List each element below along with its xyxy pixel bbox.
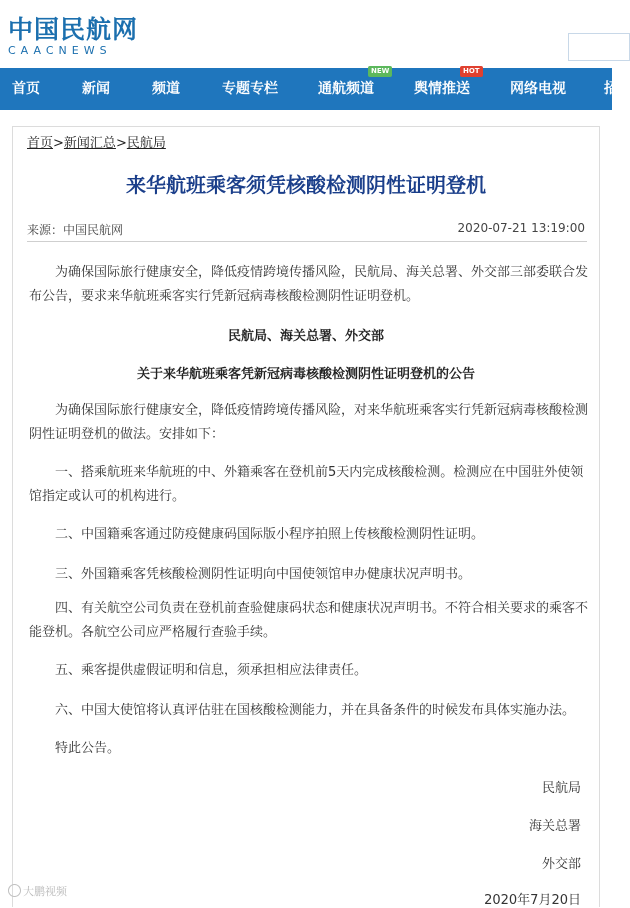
notice-item-5: 五、乘客提供虚假证明和信息，须承担相应法律责任。 (55, 663, 368, 678)
nav-item-label: 网络电视 (510, 81, 566, 97)
breadcrumb (27, 132, 166, 151)
article-container (12, 126, 600, 907)
nav-item-label: 通航频道 (318, 81, 374, 97)
nav-item-label: 频道 (152, 81, 180, 97)
article-intro: 为确保国际旅行健康安全，降低疫情跨境传播风险，民航局、海关总署、外交部三部委联合发布公告，要求来华航班乘客实行凭新冠病毒核酸检测阴性证明登机。 (29, 265, 589, 304)
nav-item-home[interactable] (12, 68, 40, 110)
article-meta (27, 221, 585, 238)
watermark-icon (8, 884, 21, 897)
nav-item-label: 专题专栏 (222, 81, 278, 97)
main-nav (0, 67, 618, 110)
hot-badge: HOT (460, 66, 483, 77)
notice-item-3: 三、外国籍乘客凭核酸检测阴性证明向中国使领馆申办健康状况声明书。 (55, 567, 472, 582)
breadcrumb-home[interactable]: 首页 (27, 136, 54, 151)
signature-date: 2020年7月20日 (484, 893, 581, 908)
notice-closing: 特此公告。 (55, 741, 121, 756)
breadcrumb-separator: > (53, 136, 64, 151)
signature-customs: 海关总署 (528, 819, 581, 834)
nav-item-label: 舆情推送 (414, 81, 470, 97)
signature-mfa: 外交部 (541, 857, 581, 872)
nav-item-topics[interactable] (222, 68, 278, 110)
notice-item-2: 二、中国籍乘客通过防疫健康码国际版小程序拍照上传核酸检测阴性证明。 (55, 527, 485, 542)
notice-item-4: 四、有关航空公司负责在登机前查验健康码状态和健康状况声明书。不符合相关要求的乘客不能登机。各航空公司应严格履行查验手续。 (29, 601, 589, 640)
video-watermark (8, 883, 67, 899)
notice-item-1: 一、搭乘航班来华航班的中、外籍乘客在登机前5天内完成核酸检测。检测应在中国驻外使领馆指定或认可的机构进行。 (29, 465, 584, 504)
nav-item-news[interactable] (82, 68, 110, 110)
logo-text-cn: 中国民航网 (8, 15, 139, 44)
nav-item-label: 新闻 (82, 81, 110, 97)
nav-item-label: 首页 (12, 81, 40, 97)
nav-item-channels[interactable] (152, 68, 180, 110)
search-input[interactable] (568, 33, 630, 61)
breadcrumb-news-summary[interactable]: 新闻汇总 (63, 136, 116, 151)
site-header (0, 0, 612, 68)
watermark-text: 大鹏视频 (23, 885, 67, 898)
logo-text-en: CAACNEWS (8, 44, 112, 57)
breadcrumb-separator: > (115, 136, 127, 151)
notice-body-intro: 为确保国际旅行健康安全，降低疫情跨境传播风险，对来华航班乘客实行凭新冠病毒核酸检测阴性证明登机的做法。安排如下： (29, 403, 589, 442)
article-datetime: 2020-07-21 13:19:00 (457, 221, 585, 235)
nav-item-general-aviation[interactable] (318, 67, 390, 110)
notice-title: 关于来华航班乘客凭新冠病毒核酸检测阴性证明登机的公告 (136, 367, 475, 382)
nav-item-label: 招 (604, 81, 618, 97)
notice-issuers: 民航局、海关总署、外交部 (227, 329, 384, 344)
site-logo[interactable] (8, 16, 138, 58)
breadcrumb-caac[interactable]: 民航局 (126, 136, 166, 151)
nav-item-sentiment[interactable] (414, 67, 480, 110)
new-badge: NEW (368, 66, 392, 77)
article-title: 来华航班乘客须凭核酸检测阴性证明登机 (126, 173, 486, 197)
divider (27, 241, 587, 242)
nav-item-more[interactable] (604, 68, 618, 110)
notice-item-6: 六、中国大使馆将认真评估驻在国核酸检测能力，并在具备条件的时候发布具体实施办法。 (55, 703, 576, 718)
nav-item-tv[interactable] (510, 68, 566, 110)
signature-caac: 民航局 (541, 781, 581, 796)
article-source: 来源：中国民航网 (27, 223, 124, 237)
